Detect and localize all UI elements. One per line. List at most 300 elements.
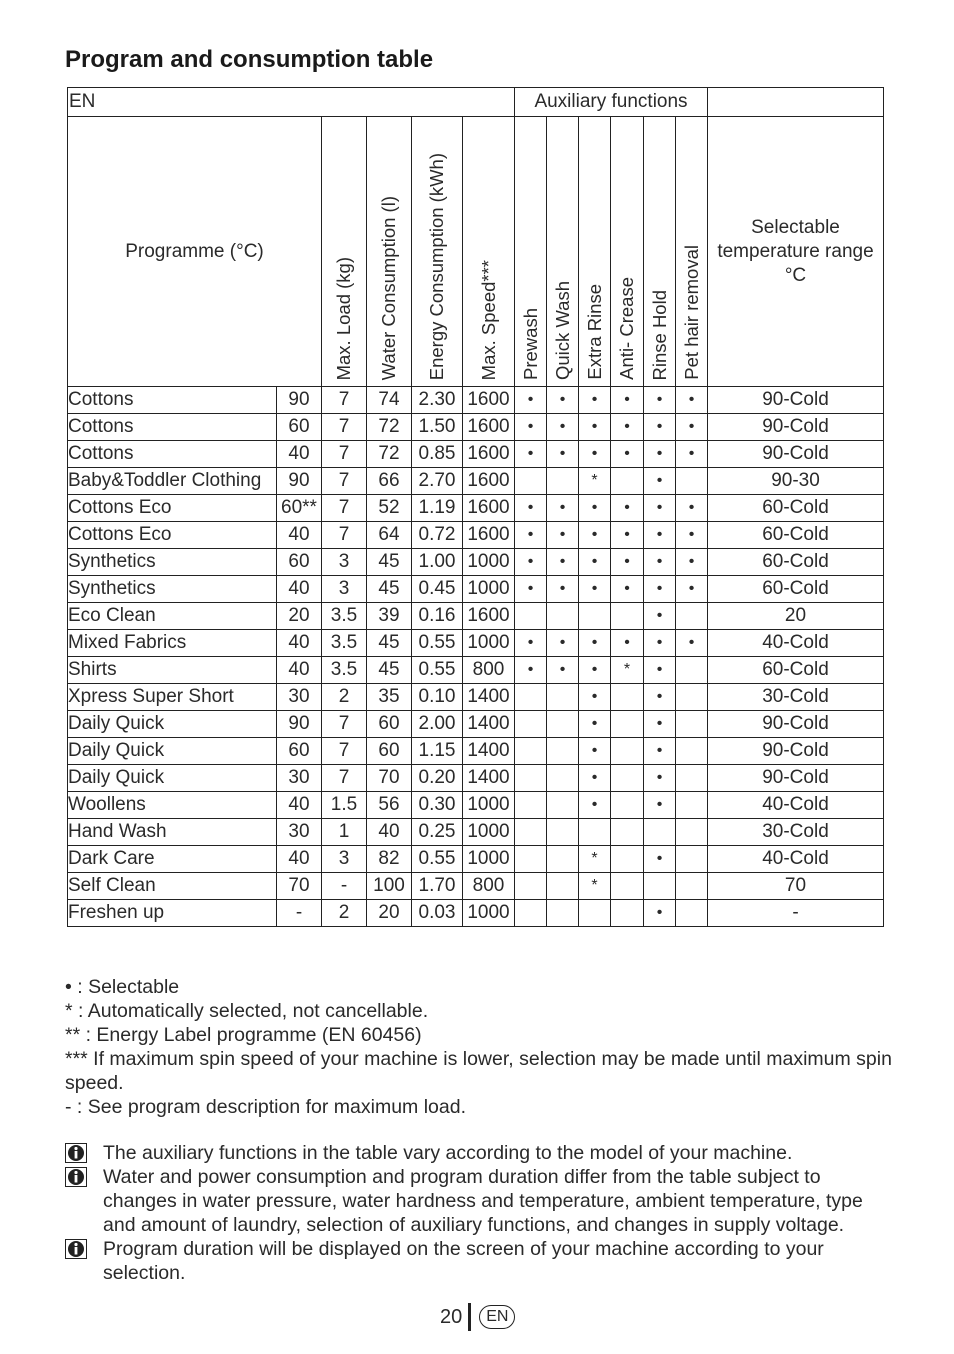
aux-function-cell — [611, 711, 644, 738]
info-notes — [65, 1141, 895, 1285]
program-name-cell: Hand Wash — [68, 819, 277, 846]
table-row — [68, 387, 884, 414]
aux-function-cell — [515, 711, 547, 738]
aux-function-cell — [611, 819, 644, 846]
aux-function-cell: • — [579, 792, 611, 819]
program-name-cell: Daily Quick — [68, 738, 277, 765]
aux-function-cell — [676, 900, 708, 927]
speed-cell: 1000 — [463, 630, 515, 657]
aux-function-cell: • — [579, 441, 611, 468]
program-name-cell: Cottons Eco — [68, 495, 277, 522]
speed-cell: 1600 — [463, 414, 515, 441]
aux-function-cell: • — [611, 495, 644, 522]
aux-function-cell: • — [644, 441, 676, 468]
max-load-header — [322, 117, 367, 387]
aux-function-cell: • — [644, 765, 676, 792]
aux-function-cell — [515, 765, 547, 792]
aux-function-cell — [611, 792, 644, 819]
energy-cell: 1.50 — [412, 414, 463, 441]
temperature-range-cell: 60-Cold — [708, 522, 884, 549]
temperature-range-cell: 40-Cold — [708, 846, 884, 873]
speed-cell: 1600 — [463, 468, 515, 495]
aux-function-cell: • — [644, 792, 676, 819]
temperature-range-cell: 60-Cold — [708, 549, 884, 576]
aux-function-cell: • — [579, 576, 611, 603]
aux-function-cell: • — [579, 765, 611, 792]
temperature-cell: 40 — [277, 792, 322, 819]
table-row — [68, 522, 884, 549]
page-footer — [440, 1303, 515, 1331]
info-note-text: Water and power consumption and program duration differ from the table subject to changes in water pressure, water hardness and temperature, ambient temperature, type and amount of laundry, selection of auxiliary functions, and changes in supply voltage. — [103, 1166, 863, 1236]
temperature-cell: 40 — [277, 522, 322, 549]
aux-function-cell: • — [547, 549, 579, 576]
aux-function-cell: • — [611, 630, 644, 657]
aux-function-cell: * — [579, 846, 611, 873]
aux-function-cell: • — [644, 576, 676, 603]
aux-function-cell: • — [515, 441, 547, 468]
table-corner-label: EN — [68, 88, 515, 117]
aux-function-cell: • — [547, 576, 579, 603]
water-consumption-header — [367, 117, 412, 387]
aux-function-cell — [547, 711, 579, 738]
aux-function-cell: • — [579, 630, 611, 657]
footer-divider — [468, 1303, 471, 1331]
aux-function-cell — [611, 846, 644, 873]
aux-function-cell: • — [547, 630, 579, 657]
temperature-range-header-line: °C — [784, 264, 807, 286]
energy-consumption-header-label: Energy Consumption (kWh) — [426, 152, 447, 380]
max-load-cell: 7 — [322, 468, 367, 495]
table-row — [68, 468, 884, 495]
water-cell: 72 — [367, 414, 412, 441]
table-row — [68, 657, 884, 684]
water-cell: 72 — [367, 441, 412, 468]
temperature-range-cell: 90-Cold — [708, 441, 884, 468]
aux-function-cell — [515, 846, 547, 873]
energy-cell: 2.00 — [412, 711, 463, 738]
energy-cell: 0.20 — [412, 765, 463, 792]
aux-function-cell — [547, 900, 579, 927]
temperature-cell: 40 — [277, 657, 322, 684]
aux-function-cell — [611, 468, 644, 495]
temperature-range-cell: 60-Cold — [708, 495, 884, 522]
energy-cell: 2.30 — [412, 387, 463, 414]
aux-function-cell — [676, 873, 708, 900]
table-row — [68, 873, 884, 900]
legend — [65, 975, 915, 1119]
max-load-cell: 7 — [322, 738, 367, 765]
aux-function-cell: • — [644, 900, 676, 927]
energy-cell: 0.30 — [412, 792, 463, 819]
aux-function-cell: • — [579, 738, 611, 765]
aux-function-cell — [547, 603, 579, 630]
aux-function-cell: • — [644, 468, 676, 495]
temperature-range-cell: 40-Cold — [708, 792, 884, 819]
aux-function-cell — [611, 603, 644, 630]
temperature-cell: 30 — [277, 765, 322, 792]
water-cell: 39 — [367, 603, 412, 630]
temperature-range-header-line: Selectable — [751, 216, 840, 238]
temperature-cell: 60 — [277, 549, 322, 576]
extra-rinse-header — [579, 117, 611, 387]
aux-function-cell: • — [676, 441, 708, 468]
aux-function-cell: • — [644, 522, 676, 549]
program-name-cell: Self Clean — [68, 873, 277, 900]
aux-function-cell: • — [579, 495, 611, 522]
aux-function-cell — [579, 603, 611, 630]
max-load-cell: 7 — [322, 522, 367, 549]
speed-cell: 1400 — [463, 684, 515, 711]
aux-function-cell: • — [547, 441, 579, 468]
aux-function-cell — [547, 819, 579, 846]
aux-function-cell — [676, 684, 708, 711]
table-row — [68, 603, 884, 630]
aux-function-cell: • — [547, 414, 579, 441]
temperature-cell: 30 — [277, 684, 322, 711]
program-name-cell: Xpress Super Short — [68, 684, 277, 711]
program-name-cell: Daily Quick — [68, 711, 277, 738]
temperature-cell: - — [277, 900, 322, 927]
temperature-cell: 40 — [277, 441, 322, 468]
aux-function-cell: • — [515, 522, 547, 549]
aux-function-cell: • — [547, 657, 579, 684]
prewash-header — [515, 117, 547, 387]
water-cell: 45 — [367, 630, 412, 657]
max-speed-header — [463, 117, 515, 387]
rinse-hold-header — [644, 117, 676, 387]
page-number: 20 — [440, 1305, 463, 1328]
speed-cell: 1600 — [463, 441, 515, 468]
water-cell: 35 — [367, 684, 412, 711]
aux-function-cell — [644, 819, 676, 846]
info-icon — [65, 1167, 87, 1187]
max-load-cell: 1 — [322, 819, 367, 846]
speed-cell: 1600 — [463, 387, 515, 414]
speed-cell: 1600 — [463, 522, 515, 549]
temperature-range-cell: 90-Cold — [708, 711, 884, 738]
program-name-cell: Cottons Eco — [68, 522, 277, 549]
energy-consumption-header — [412, 117, 463, 387]
aux-function-cell: • — [611, 387, 644, 414]
aux-function-cell: • — [644, 495, 676, 522]
pet-hair-removal-header-label: Pet hair removal — [680, 245, 702, 380]
water-cell: 45 — [367, 549, 412, 576]
aux-function-cell: • — [547, 522, 579, 549]
water-cell: 100 — [367, 873, 412, 900]
program-name-cell: Cottons — [68, 441, 277, 468]
aux-function-cell: • — [515, 657, 547, 684]
aux-function-cell — [676, 657, 708, 684]
max-load-cell: 1.5 — [322, 792, 367, 819]
aux-function-cell — [515, 738, 547, 765]
energy-cell: 1.19 — [412, 495, 463, 522]
max-load-cell: 7 — [322, 495, 367, 522]
water-cell: 64 — [367, 522, 412, 549]
aux-function-cell — [547, 873, 579, 900]
aux-function-cell — [515, 684, 547, 711]
table-row — [68, 819, 884, 846]
temperature-range-cell: - — [708, 900, 884, 927]
aux-function-cell: • — [611, 522, 644, 549]
anti-crease-header-label: Anti- Crease — [616, 277, 637, 380]
aux-function-cell: * — [579, 468, 611, 495]
speed-cell: 1000 — [463, 819, 515, 846]
info-note — [65, 1237, 895, 1285]
water-cell: 52 — [367, 495, 412, 522]
speed-cell: 1000 — [463, 792, 515, 819]
aux-function-cell: • — [579, 414, 611, 441]
max-load-cell: 3.5 — [322, 657, 367, 684]
quick-wash-header-label: Quick Wash — [551, 280, 573, 380]
temperature-range-cell: 90-Cold — [708, 387, 884, 414]
energy-cell: 0.55 — [412, 846, 463, 873]
aux-function-cell — [676, 819, 708, 846]
table-row — [68, 792, 884, 819]
aux-function-cell — [547, 846, 579, 873]
energy-cell: 1.00 — [412, 549, 463, 576]
temperature-range-cell: 90-Cold — [708, 765, 884, 792]
program-name-cell: Eco Clean — [68, 603, 277, 630]
energy-cell: 0.55 — [412, 630, 463, 657]
aux-function-cell: • — [676, 414, 708, 441]
speed-cell: 1000 — [463, 846, 515, 873]
max-load-cell: 2 — [322, 900, 367, 927]
table-row — [68, 549, 884, 576]
max-load-cell: 7 — [322, 387, 367, 414]
water-cell: 40 — [367, 819, 412, 846]
temperature-cell: 40 — [277, 846, 322, 873]
aux-function-cell — [547, 765, 579, 792]
temperature-cell: 90 — [277, 387, 322, 414]
program-name-cell: Mixed Fabrics — [68, 630, 277, 657]
water-cell: 74 — [367, 387, 412, 414]
max-load-cell: 2 — [322, 684, 367, 711]
rinse-hold-header-label: Rinse Hold — [648, 289, 670, 380]
aux-function-cell: • — [579, 657, 611, 684]
aux-function-cell — [515, 792, 547, 819]
max-load-cell: 7 — [322, 414, 367, 441]
aux-function-cell: • — [644, 738, 676, 765]
aux-function-cell: • — [644, 387, 676, 414]
max-speed-header-label: Max. Speed*** — [477, 259, 499, 380]
temperature-cell: 30 — [277, 819, 322, 846]
aux-function-cell — [676, 711, 708, 738]
aux-function-cell: • — [676, 630, 708, 657]
aux-function-cell — [547, 468, 579, 495]
aux-function-cell: • — [515, 549, 547, 576]
program-name-cell: Synthetics — [68, 576, 277, 603]
energy-cell: 0.55 — [412, 657, 463, 684]
energy-cell: 0.03 — [412, 900, 463, 927]
max-load-cell: 7 — [322, 441, 367, 468]
aux-function-cell — [515, 900, 547, 927]
max-load-cell: 3.5 — [322, 630, 367, 657]
aux-function-cell — [547, 792, 579, 819]
temperature-range-cell: 40-Cold — [708, 630, 884, 657]
aux-function-cell: • — [611, 414, 644, 441]
water-cell: 56 — [367, 792, 412, 819]
auxiliary-functions-header: Auxiliary functions — [515, 88, 708, 117]
energy-cell: 1.15 — [412, 738, 463, 765]
aux-function-cell — [676, 846, 708, 873]
aux-function-cell — [676, 792, 708, 819]
temperature-range-cell: 90-Cold — [708, 738, 884, 765]
temperature-cell: 60 — [277, 738, 322, 765]
max-load-cell: 3 — [322, 576, 367, 603]
aux-function-cell — [676, 603, 708, 630]
info-note-text: Program duration will be displayed on the screen of your machine according to your selection. — [103, 1238, 824, 1284]
aux-function-cell: • — [644, 549, 676, 576]
program-name-cell: Baby&Toddler Clothing — [68, 468, 277, 495]
aux-function-cell: • — [515, 414, 547, 441]
table-row — [68, 738, 884, 765]
program-name-cell: Dark Care — [68, 846, 277, 873]
aux-function-cell: • — [644, 684, 676, 711]
table-row — [68, 711, 884, 738]
page-title: Program and consumption table — [65, 46, 434, 73]
aux-function-cell: • — [579, 711, 611, 738]
energy-cell: 2.70 — [412, 468, 463, 495]
program-consumption-table — [67, 87, 884, 927]
program-name-cell: Woollens — [68, 792, 277, 819]
table-row — [68, 630, 884, 657]
max-load-header-label: Max. Load (kg) — [333, 256, 354, 380]
aux-function-cell — [547, 684, 579, 711]
aux-function-cell — [547, 738, 579, 765]
energy-cell: 0.45 — [412, 576, 463, 603]
energy-cell: 0.25 — [412, 819, 463, 846]
aux-function-cell: • — [515, 495, 547, 522]
program-name-cell: Shirts — [68, 657, 277, 684]
aux-function-cell: • — [644, 657, 676, 684]
aux-function-cell: • — [547, 495, 579, 522]
temperature-cell: 40 — [277, 630, 322, 657]
empty-header-cell — [708, 88, 884, 117]
max-load-cell: 3 — [322, 846, 367, 873]
speed-cell: 1000 — [463, 549, 515, 576]
speed-cell: 1600 — [463, 495, 515, 522]
speed-cell: 1400 — [463, 738, 515, 765]
info-note — [65, 1165, 895, 1237]
water-cell: 45 — [367, 576, 412, 603]
aux-function-cell: • — [676, 522, 708, 549]
temperature-cell: 70 — [277, 873, 322, 900]
table-row — [68, 495, 884, 522]
aux-function-cell: • — [676, 387, 708, 414]
aux-function-cell — [515, 873, 547, 900]
max-load-cell: 3 — [322, 549, 367, 576]
legend-max-load: - : See program description for maximum load. — [65, 1096, 466, 1118]
legend-max-speed: *** If maximum spin speed of your machine is lower, selection may be made until maximum spin speed. — [65, 1048, 892, 1094]
program-name-cell: Freshen up — [68, 900, 277, 927]
max-load-cell: 7 — [322, 711, 367, 738]
aux-function-cell — [611, 684, 644, 711]
table-row — [68, 576, 884, 603]
aux-function-cell — [611, 900, 644, 927]
water-cell: 20 — [367, 900, 412, 927]
aux-function-cell: • — [579, 522, 611, 549]
aux-function-cell — [579, 900, 611, 927]
aux-function-cell: • — [644, 630, 676, 657]
water-cell: 60 — [367, 711, 412, 738]
programme-header: Programme (°C) — [68, 117, 322, 387]
speed-cell: 1400 — [463, 711, 515, 738]
energy-cell: 0.72 — [412, 522, 463, 549]
legend-selectable: • : Selectable — [65, 976, 180, 998]
aux-function-cell: • — [644, 603, 676, 630]
water-consumption-header-label: Water Consumption (l) — [378, 195, 399, 380]
temperature-range-cell: 70 — [708, 873, 884, 900]
temperature-range-cell: 60-Cold — [708, 576, 884, 603]
quick-wash-header — [547, 117, 579, 387]
energy-cell: 0.16 — [412, 603, 463, 630]
water-cell: 82 — [367, 846, 412, 873]
info-note-text: The auxiliary functions in the table vary according to the model of your machine. — [103, 1142, 793, 1164]
language-badge: EN — [479, 1305, 515, 1329]
table-row — [68, 684, 884, 711]
aux-function-cell: • — [611, 576, 644, 603]
table-row — [68, 765, 884, 792]
program-name-cell: Synthetics — [68, 549, 277, 576]
temperature-cell: 90 — [277, 468, 322, 495]
aux-function-cell: • — [676, 576, 708, 603]
aux-function-cell: • — [579, 387, 611, 414]
aux-function-cell — [676, 765, 708, 792]
water-cell: 70 — [367, 765, 412, 792]
table-row — [68, 441, 884, 468]
temperature-range-cell: 20 — [708, 603, 884, 630]
temperature-range-header — [708, 117, 884, 387]
aux-function-cell: • — [676, 549, 708, 576]
speed-cell: 1000 — [463, 576, 515, 603]
aux-function-cell: * — [579, 873, 611, 900]
anti-crease-header — [611, 117, 644, 387]
aux-function-cell: • — [579, 684, 611, 711]
max-load-cell: 7 — [322, 765, 367, 792]
table-row — [68, 846, 884, 873]
legend-auto-selected: * : Automatically selected, not cancellable. — [65, 1000, 429, 1022]
speed-cell: 1400 — [463, 765, 515, 792]
max-load-cell: 3.5 — [322, 603, 367, 630]
aux-function-cell — [515, 468, 547, 495]
aux-function-cell — [611, 738, 644, 765]
table-row — [68, 900, 884, 927]
aux-function-cell — [611, 765, 644, 792]
temperature-range-cell: 90-30 — [708, 468, 884, 495]
aux-function-cell: • — [515, 387, 547, 414]
temperature-range-cell: 60-Cold — [708, 657, 884, 684]
speed-cell: 800 — [463, 873, 515, 900]
aux-function-cell: • — [611, 441, 644, 468]
max-load-cell: - — [322, 873, 367, 900]
pet-hair-removal-header — [676, 117, 708, 387]
table-row — [68, 414, 884, 441]
temperature-range-cell: 30-Cold — [708, 684, 884, 711]
program-name-cell: Cottons — [68, 414, 277, 441]
aux-function-cell — [515, 819, 547, 846]
aux-function-cell — [515, 603, 547, 630]
aux-function-cell — [611, 873, 644, 900]
aux-function-cell: • — [515, 576, 547, 603]
temperature-cell: 60 — [277, 414, 322, 441]
aux-function-cell: * — [611, 657, 644, 684]
energy-cell: 1.70 — [412, 873, 463, 900]
water-cell: 60 — [367, 738, 412, 765]
speed-cell: 1000 — [463, 900, 515, 927]
aux-function-cell: • — [644, 414, 676, 441]
aux-function-cell: • — [515, 630, 547, 657]
aux-function-cell: • — [644, 711, 676, 738]
